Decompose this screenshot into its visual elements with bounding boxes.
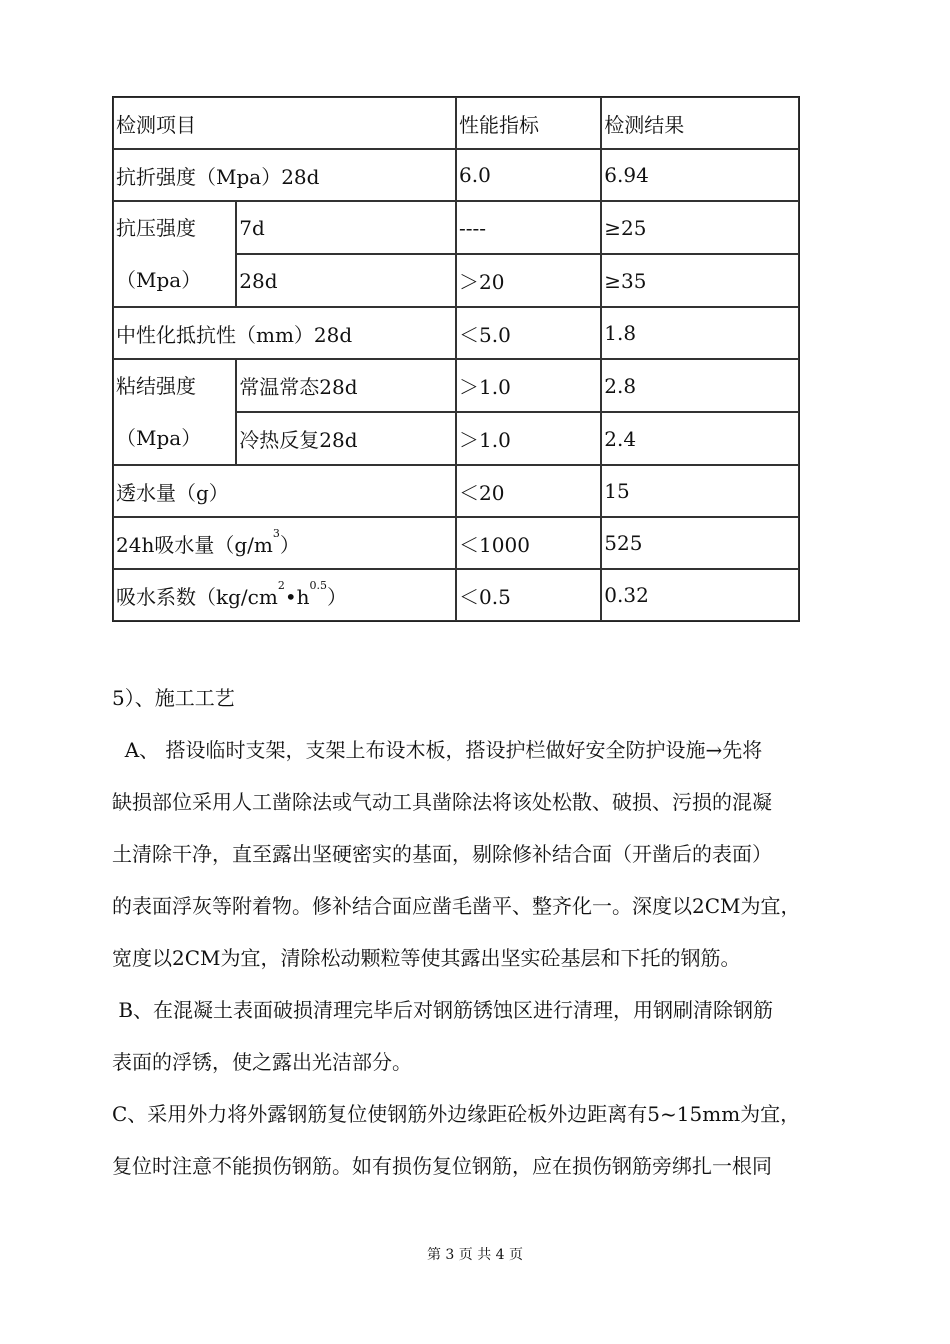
row-subitem: 7d	[236, 201, 456, 254]
table-row	[113, 517, 799, 569]
table-row	[113, 149, 799, 201]
group-label: 抗压强度	[116, 216, 196, 240]
row-result: 2.8	[601, 359, 799, 412]
row-item-group	[113, 201, 236, 307]
item-text: •h	[284, 584, 310, 609]
row-subitem: 常温常态28d	[236, 359, 456, 412]
paragraph-line: 的表面浮灰等附着物。修补结合面应凿毛凿平、整齐化一。深度以2CM为宜，	[112, 894, 801, 918]
paragraph-line: A、 搭设临时支架，支架上布设木板，搭设护栏做好安全防护设施→先将	[112, 738, 763, 762]
row-item	[113, 569, 456, 621]
group-unit: （Mpa）	[116, 426, 202, 450]
row-result: ≥35	[601, 254, 799, 307]
row-item	[113, 517, 456, 569]
row-result: 1.8	[601, 307, 799, 359]
row-item-group	[113, 359, 236, 465]
row-item: 中性化抵抗性（mm）28d	[113, 307, 456, 359]
superscript: 0.5	[309, 578, 328, 592]
item-text: 吸水系数（kg/cm	[116, 584, 278, 609]
header-spec: 性能指标	[456, 97, 601, 149]
table-header-row	[113, 97, 799, 149]
row-spec: ＞1.0	[456, 359, 601, 412]
row-subitem: 冷热反复28d	[236, 412, 456, 465]
row-item: 抗折强度（Mpa）28d	[113, 149, 456, 201]
row-spec: ＞1.0	[456, 412, 601, 465]
group-label: 粘结强度	[116, 374, 196, 398]
paragraph-line: 宽度以2CM为宜，清除松动颗粒等使其露出坚实砼基层和下托的钢筋。	[112, 946, 741, 970]
row-result: ≥25	[601, 201, 799, 254]
row-spec: ----	[456, 201, 601, 254]
row-result: 0.32	[601, 569, 799, 621]
item-text: ）	[279, 532, 300, 557]
page-footer: 第 3 页 共 4 页	[426, 1247, 524, 1263]
row-spec: ＜20	[456, 465, 601, 517]
row-spec: ＞20	[456, 254, 601, 307]
row-spec: ＜0.5	[456, 569, 601, 621]
row-spec: 6.0	[456, 149, 601, 201]
table-row	[113, 465, 799, 517]
row-spec: ＜1000	[456, 517, 601, 569]
paragraph-line: 表面的浮锈，使之露出光洁部分。	[112, 1050, 412, 1074]
item-text: ）	[327, 584, 348, 609]
table-row	[113, 359, 799, 412]
table-row	[113, 307, 799, 359]
paragraph-line: 复位时注意不能损伤钢筋。如有损伤复位钢筋，应在损伤钢筋旁绑扎一根同	[112, 1154, 772, 1178]
superscript: 2	[277, 578, 285, 592]
row-subitem: 28d	[236, 254, 456, 307]
section-heading: 5）、施工工艺	[112, 686, 235, 710]
paragraph-line: 土清除干净，直至露出坚硬密实的基面，剔除修补结合面（开凿后的表面）	[112, 842, 772, 866]
table-row	[113, 569, 799, 621]
header-item: 检测项目	[113, 97, 456, 149]
row-result: 525	[601, 517, 799, 569]
paragraph-line: 缺损部位采用人工凿除法或气动工具凿除法将该处松散、破损、污损的混凝	[112, 790, 772, 814]
body-text	[112, 672, 862, 1192]
row-spec: ＜5.0	[456, 307, 601, 359]
superscript: 3	[272, 526, 280, 540]
group-unit: （Mpa）	[116, 268, 202, 292]
paragraph-line: B、在混凝土表面破损清理完毕后对钢筋锈蚀区进行清理，用钢刷清除钢筋	[112, 998, 774, 1022]
row-result: 15	[601, 465, 799, 517]
spec-table	[112, 96, 800, 622]
row-result: 6.94	[601, 149, 799, 201]
row-item: 透水量（g）	[113, 465, 456, 517]
item-text: 24h吸水量（g/m	[116, 532, 273, 557]
paragraph-line: C、采用外力将外露钢筋复位使钢筋外边缘距砼板外边距离有5~15mm为宜，	[112, 1102, 801, 1126]
header-result: 检测结果	[601, 97, 799, 149]
table-row	[113, 201, 799, 254]
row-result: 2.4	[601, 412, 799, 465]
